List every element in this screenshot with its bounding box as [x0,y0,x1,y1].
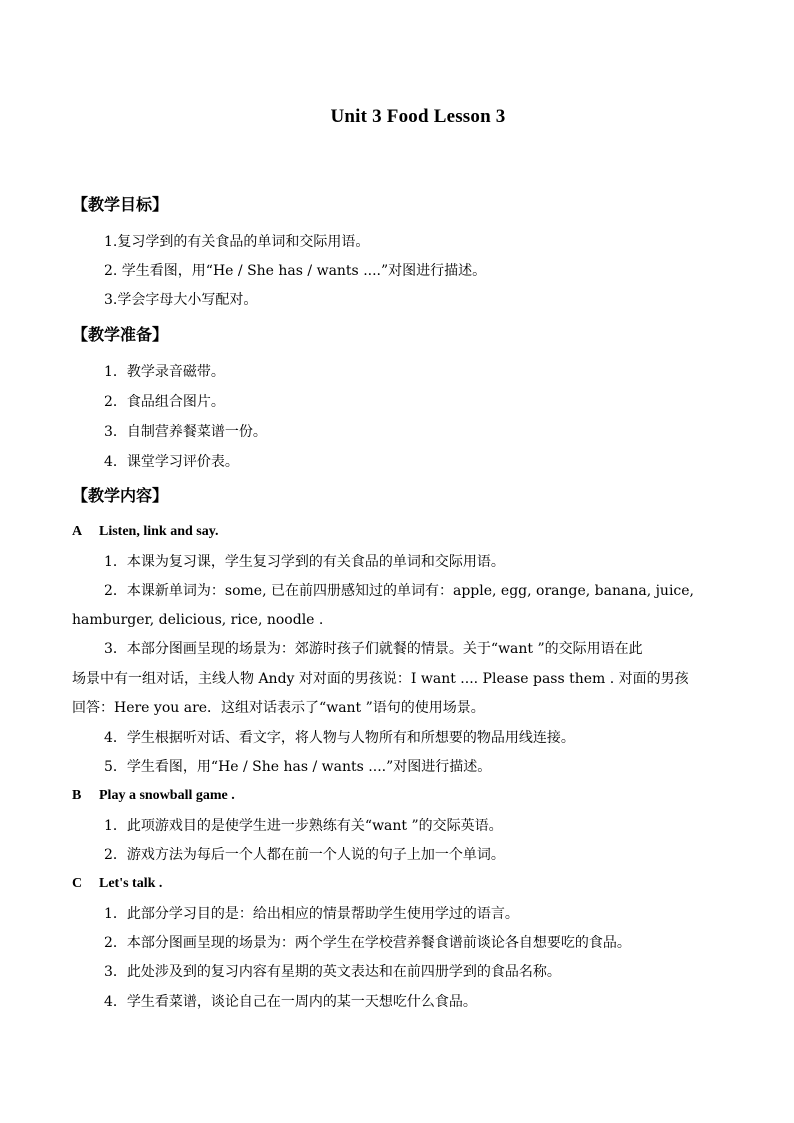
content-paragraph: 1．此部分学习目的是：给出相应的情景帮助学生使用学过的语言。 [104,906,519,922]
section-letter: C [72,876,83,891]
prep-item: 3．自制营养餐菜谱一份。 [104,424,267,440]
heading-teaching-content: 【教学内容】 [72,486,169,505]
section-a-heading [72,524,218,540]
heading-teaching-prep: 【教学准备】 [72,325,169,344]
content-paragraph-continued: 回答：Here you are．这组对话表示了“want ”语句的使用场景。 [72,700,485,716]
section-label: Listen, link and say. [99,524,219,539]
content-paragraph: 3．此处涉及到的复习内容有星期的英文表达和在前四册学到的食品名称。 [104,964,561,980]
content-paragraph: 1．此项游戏目的是使学生进一步熟练有关“want ”的交际英语。 [104,818,503,834]
content-paragraph: 5．学生看图，用“He / She has / wants ....”对图进行描述。 [104,759,492,775]
goal-item: 1.复习学到的有关食品的单词和交际用语。 [104,234,370,250]
heading-teaching-goals: 【教学目标】 [72,195,169,214]
section-label: Let's talk . [99,876,163,891]
content-paragraph: 2．游戏方法为每后一个人都在前一个人说的句子上加一个单词。 [104,847,505,863]
content-paragraph: 4．学生看菜谱，谈论自己在一周内的某一天想吃什么食品。 [104,994,477,1010]
section-label: Play a snowball game . [99,788,235,803]
content-paragraph: 1．本课为复习课，学生复习学到的有关食品的单词和交际用语。 [104,554,505,570]
section-c-heading [72,876,162,892]
goal-item: 2. 学生看图，用“He / She has / wants ....”对图进行描述。 [104,263,487,279]
section-b-heading [72,788,235,804]
content-paragraph: 2．本部分图画呈现的场景为：两个学生在学校营养餐食谱前谈论各自想要吃的食品。 [104,935,631,951]
content-paragraph: 2．本课新单词为：some, 已在前四册感知过的单词有：apple, egg, orange, banana, juice, [104,583,695,599]
content-paragraph: 4．学生根据听对话、看文字，将人物与人物所有和所想要的物品用线连接。 [104,730,575,746]
goal-item: 3.学会字母大小写配对。 [104,292,258,308]
content-paragraph: 3．本部分图画呈现的场景为：郊游时孩子们就餐的情景。关于“want ”的交际用语在此 [104,641,643,657]
section-letter: A [72,524,83,539]
prep-item: 2．食品组合图片。 [104,394,225,410]
section-letter: B [72,788,82,803]
prep-item: 1．教学录音磁带。 [104,364,225,380]
content-paragraph-continued: 场景中有一组对话，主线人物 Andy 对对面的男孩说：I want .... Please pass them . 对面的男孩 [72,671,689,687]
content-paragraph-continued: hamburger, delicious, rice, noodle . [72,612,324,628]
prep-item: 4．课堂学习评价表。 [104,454,239,470]
page-title: Unit 3 Food Lesson 3 [330,106,506,127]
